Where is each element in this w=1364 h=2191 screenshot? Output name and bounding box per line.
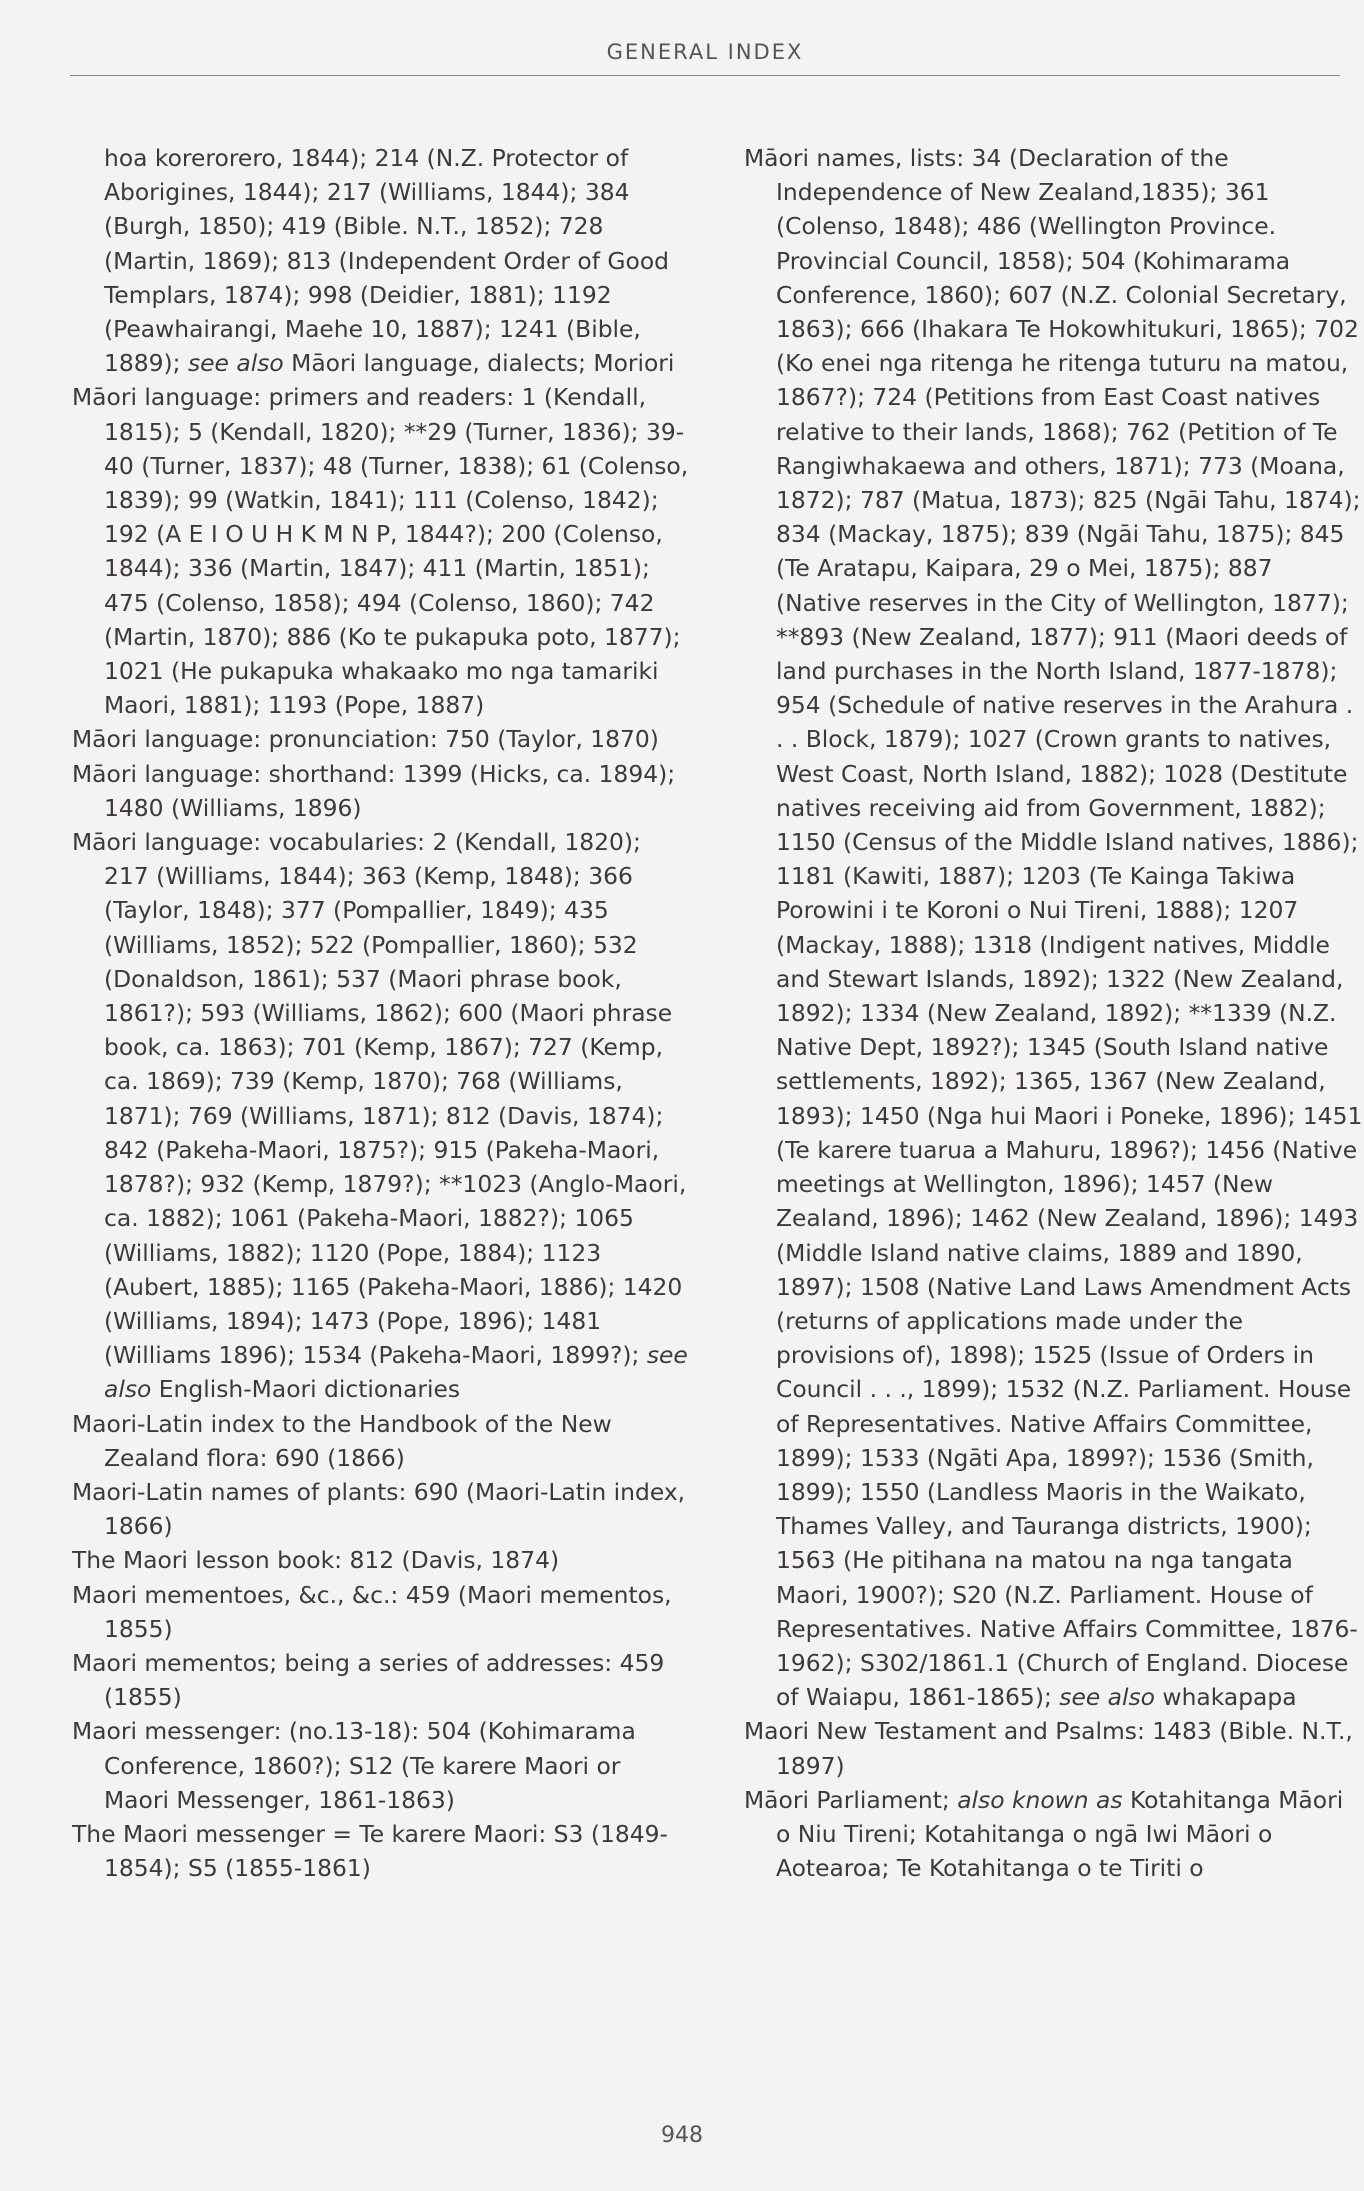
cross-reference-target: English-Maori dictionaries — [151, 1375, 461, 1404]
cross-reference-target: Māori language, dialects; Moriori — [283, 349, 675, 378]
index-entry-text: Māori language: vocabularies: 2 (Kendall, 1820); 217 (Williams, 1844); 363 (Kemp, 1848); 366 (Taylor, 1848); 377 (Pompallier, 1849); 435 (Williams, 1852); 522 (Pompallier, 1860); 532 (Donaldson, 1861); 537 (Maori phrase book, 1861?); 593 (Williams, 1862); 600 (Maori phrase book, ca. 1863); 701 (Kemp, 1867); 727 (Kemp, ca. 1869); 739 (Kemp, 1870); 768 (Williams, 1871); 769 (Williams, 1871); 812 (Davis, 1874); 842 (Pakeha-Maori, 1875?); 915 (Pakeha-Maori, 1878?); 932 (Kemp, 1879?); **1023 (Anglo-Maori, ca. 1882); 1061 (Pakeha-Maori, 1882?); 1065 (Williams, 1882); 1120 (Pope, 1884); 1123 (Aubert, 1885); 1165 (Pakeha-Maori, 1886); 1420 (Williams, 1894); 1473 (Pope, 1896); 1481 (Williams 1896); 1534 (Pakeha-Maori, 1899?); — [72, 828, 687, 1370]
index-entry — [72, 141, 692, 380]
index-entry-text: Maori mementoes, &c., &c.: 459 (Maori mementos, 1855) — [72, 1580, 672, 1643]
cross-reference-target: Kotahitanga Māori o Niu Tireni; Kotahitanga o ngā Iwi Māori o Aotearoa; Te Kotahitanga o te Tiriti o — [776, 1785, 1344, 1883]
page-number: 948 — [661, 2123, 703, 2148]
index-entry — [72, 1407, 692, 1475]
index-entry-text: hoa korerorero, 1844); 214 (N.Z. Protector of Aborigines, 1844); 217 (Williams, 1844); 384 (Burgh, 1850); 419 (Bible. N.T., 1852); 728 (Martin, 1869); 813 (Independent Order of Good Templars, 1874); 998 (Deidier, 1881); 1192 (Peawhairangi, Maehe 10, 1887); 1241 (Bible, 1889); — [104, 144, 669, 378]
index-entry — [744, 141, 1364, 1714]
index-entry — [72, 380, 692, 722]
index-entry-text: Maori mementos; being a series of addresses: 459 (1855) — [72, 1648, 665, 1712]
header-rule — [70, 75, 1340, 76]
index-entry — [72, 1543, 692, 1577]
index-column-right — [744, 141, 1364, 1885]
index-entry-text: Māori language: pronunciation: 750 (Taylor, 1870) — [72, 725, 659, 754]
index-entry-text: Māori language: shorthand: 1399 (Hicks, ca. 1894); 1480 (Williams, 1896) — [72, 759, 676, 822]
index-entry-text: Maori-Latin index to the Handbook of the New Zealand flora: 690 (1866) — [72, 1409, 612, 1472]
index-entry — [72, 757, 692, 825]
index-entry — [72, 825, 692, 1406]
index-entry — [72, 1578, 692, 1646]
index-entry — [744, 1714, 1364, 1782]
index-column-left — [72, 141, 692, 1885]
cross-reference-target: whakapapa — [1155, 1683, 1297, 1712]
index-entry-text: Māori names, lists: 34 (Declaration of the Independence of New Zealand,1835); 361 (Colenso, 1848); 486 (Wellington Province. Provincial Council, 1858); 504 (Kohimarama Conference, 1860); 607 (N.Z. Colonial Secretary, 1863); 666 (Ihakara Te Hokowhitukuri, 1865); 702 (Ko enei nga ritenga he ritenga tuturu na matou, 1867?); 724 (Petitions from East Coast natives relative to their lands, 1868); 762 (Petition of Te Rangiwhakaewa and others, 1871); 773 (Moana, 1872); 787 (Matua, 1873); 825 (Ngāi Tahu, 1874); 834 (Mackay, 1875); 839 (Ngāi Tahu, 1875); 845 (Te Aratapu, Kaipara, 29 o Mei, 1875); 887 (Native reserves in the City of Wellington, 1877); **893 (New Zealand, 1877); 911 (Maori deeds of land purchases in the North Island, 1877-1878); 954 (Schedule of native reserves in the Arahura . . . Block, 1879); 1027 (Crown grants to natives, West Coast, North Island, 1882); 1028 (Destitute natives receiving aid from Government, 1882); 1150 (Census of the Middle Island natives, 1886); 1181 (Kawiti, 1887); 1203 (Te Kainga Takiwa Porowini i te Koroni o Nui Tireni, 1888); 1207 (Mackay, 1888); 1318 (Indigent natives, Middle and Stewart Islands, 1892); 1322 (New Zealand, 1892); 1334 (New Zealand, 1892); **1339 (N.Z. Native Dept, 1892?); 1345 (South Island native settlements, 1892); 1365, 1367 (New Zealand, 1893); 1450 (Nga hui Maori i Poneke, 1896); 1451 (Te karere tuarua a Mahuru, 1896?); 1456 (Native meetings at Wellington, 1896); 1457 (New Zealand, 1896); 1462 (New Zealand, 1896); 1493 (Middle Island native claims, 1889 and 1890, 1897); 1508 (Native Land Laws Amendment Acts (returns of applications made under the provisions of), 1898); 1525 (Issue of Orders in Council . . ., 1899); 1532 (N.Z. Parliament. House of Representatives. Native Affairs Committee, 1899); 1533 (Ngāti Apa, 1899?); 1536 (Smith, 1899); 1550 (Landless Maoris in the Waikato, Thames Valley, and Tauranga districts, 1900); 1563 (He pitihana na matou na nga tangata Maori, 1900?); S20 (N.Z. Parliament. House of Representatives. Native Affairs Committee, 1876-1962); S302/1861.1 (Church of England. Diocese of Waiapu, 1861-1865); — [744, 144, 1363, 1712]
index-entry — [72, 1714, 692, 1817]
index-entry-text: Maori New Testament and Psalms: 1483 (Bible. N.T., 1897) — [744, 1717, 1353, 1780]
index-entry — [744, 1783, 1364, 1886]
index-entry — [72, 1646, 692, 1714]
cross-reference-label: see also — [1059, 1683, 1155, 1712]
cross-reference-label: also known as — [957, 1785, 1123, 1814]
index-entry-text: Maori-Latin names of plants: 690 (Maori-Latin index, 1866) — [72, 1477, 686, 1541]
index-entry-text: The Maori lesson book: 812 (Davis, 1874) — [72, 1546, 560, 1575]
cross-reference-label: see also — [187, 349, 284, 378]
running-head: GENERAL INDEX — [606, 40, 804, 64]
index-entry-text: Māori Parliament; — [744, 1785, 958, 1814]
index-entry — [72, 722, 692, 756]
index-entry-text: The Maori messenger = Te karere Maori: S3 (1849-1854); S5 (1855-1861) — [72, 1819, 668, 1883]
index-entry — [72, 1817, 692, 1885]
index-entry — [72, 1475, 692, 1543]
index-entry-text: Māori language: primers and readers: 1 (Kendall, 1815); 5 (Kendall, 1820); **29 (Turner, 1836); 39-40 (Turner, 1837); 48 (Turner, 1838); 61 (Colenso, 1839); 99 (Watkin, 1841); 111 (Colenso, 1842); 192 (A E I O U H K M N P, 1844?); 200 (Colenso, 1844); 336 (Martin, 1847); 411 (Martin, 1851); 475 (Colenso, 1858); 494 (Colenso, 1860); 742 (Martin, 1870); 886 (Ko te pukapuka poto, 1877); 1021 (He pukapuka whakaako mo nga tamariki Maori, 1881); 1193 (Pope, 1887) — [72, 383, 689, 720]
index-entry-text: Maori messenger: (no.13-18): 504 (Kohimarama Conference, 1860?); S12 (Te karere Maori or Maori Messenger, 1861-1863) — [72, 1717, 636, 1814]
cross-reference-label: see also — [104, 1341, 688, 1404]
